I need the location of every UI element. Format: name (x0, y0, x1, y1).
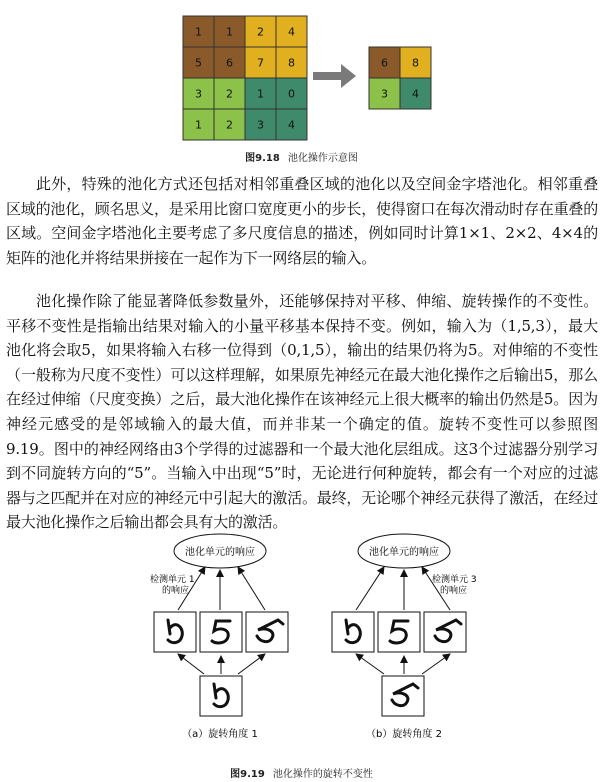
detector-box (378, 612, 420, 652)
svg-text:8: 8 (412, 56, 419, 70)
rotation-invariance-diagram (120, 524, 490, 760)
svg-text:6: 6 (226, 56, 233, 70)
grid-cell (245, 16, 276, 47)
pooling-unit-label: 池化单元的响应 (369, 547, 439, 558)
figure-9-18-caption: 图9.18 池化操作示意图 (245, 153, 358, 164)
svg-text:1: 1 (195, 118, 202, 132)
grid-cell (214, 78, 245, 109)
grid-cell (400, 47, 431, 78)
grid-cell (276, 109, 307, 140)
svg-text:1: 1 (195, 25, 202, 39)
detector-label: 检测单元 1 (150, 575, 195, 585)
svg-text:4: 4 (288, 118, 295, 132)
input-image-box (200, 676, 242, 716)
grid-cell (245, 47, 276, 78)
grid-cell (369, 47, 400, 78)
svg-text:4: 4 (412, 87, 419, 101)
paragraph-pooling-types: 此外，特殊的池化方式还包括对相邻重叠区域的池化以及空间金字塔池化。相邻重叠区域的池化，顾名思义，是采用比窗口宽度更小的步长，使得窗口在每次滑动时存在重叠的区域。空间金字塔池化主要考虑了多尺度信息的描述，例如同时计算1×1、2×2、4×4的矩阵的池化并将结果拼接在一起作为下一网络层的输入。 (6, 175, 599, 267)
detector-box (332, 612, 374, 652)
subcaption-b: （b）旋转角度 2 (366, 729, 442, 740)
figure-9-19-caption: 图9.19 池化操作的旋转不变性 (230, 769, 373, 780)
detector-label: 的响应 (440, 586, 468, 596)
detector-label: 检测单元 3 (432, 575, 477, 585)
grid-cell (183, 109, 214, 140)
grid-cell (369, 78, 400, 109)
svg-text:8: 8 (288, 56, 295, 70)
pooling-unit-label: 池化单元的响应 (185, 547, 255, 558)
svg-text:2: 2 (226, 87, 233, 101)
panel-a (150, 534, 288, 740)
grid-cell (245, 109, 276, 140)
paragraph-invariance: 池化操作除了能显著降低参数量外，还能够保持对平移、伸缩、旋转操作的不变性。平移不变性是指输出结果对输入的小量平移基本保持不变。例如，输入为（1,5,3），最大池化将会取5，如果将输入右移一位得到（0,1,5），输出的结果仍将为5。对伸缩的不变性（一般称为尺度不变性）可以这样理解，如果原先神经元在最大池化操作之后输出5，那么在经过伸缩（尺度变换）之后，最大池化操作在该神经元上很大概率的输出仍然是5。因为神经元感受的是邻域输入的最大值，而并非某一个确定的值。旋转不变性可以参照图9.19。图中的神经网络由3个学得的过滤器和一个最大池化层组成。这3个过滤器分别学习到不同旋转方向的“5”。当输入中出现“5”时，无论进行何种旋转，都会有一个对应的过滤器与之匹配并在对应的神经元中引起大的激活。最终，无论哪个神经元获得了激活，在经过最大池化操作之后输出都会具有大的激活。 (6, 292, 599, 532)
detector-box (246, 612, 288, 652)
detector-label: 的响应 (162, 586, 190, 596)
output-grid (369, 47, 431, 109)
svg-text:1: 1 (226, 25, 233, 39)
svg-text:2: 2 (257, 25, 264, 39)
svg-text:7: 7 (257, 56, 264, 70)
svg-text:3: 3 (257, 118, 264, 132)
svg-text:4: 4 (288, 25, 295, 39)
svg-text:5: 5 (195, 56, 202, 70)
grid-cell (245, 78, 276, 109)
detector-box (424, 612, 466, 652)
input-grid (183, 16, 307, 140)
grid-cell (214, 47, 245, 78)
grid-cell (276, 16, 307, 47)
detector-box (200, 612, 242, 652)
pooling-diagram (0, 0, 603, 165)
subcaption-a: （a）旋转角度 1 (182, 729, 258, 740)
grid-cell (276, 78, 307, 109)
grid-cell (214, 109, 245, 140)
svg-text:3: 3 (195, 87, 202, 101)
grid-cell (183, 16, 214, 47)
detector-box (154, 612, 196, 652)
svg-text:0: 0 (288, 87, 295, 101)
grid-cell (183, 78, 214, 109)
panel-b (332, 534, 477, 740)
grid-cell (183, 47, 214, 78)
arrow-right-icon (313, 64, 356, 88)
grid-cell (214, 16, 245, 47)
input-image-box (382, 676, 424, 716)
grid-cell (400, 78, 431, 109)
svg-text:1: 1 (257, 87, 264, 101)
svg-text:3: 3 (381, 87, 388, 101)
svg-text:6: 6 (381, 56, 388, 70)
grid-cell (276, 47, 307, 78)
svg-text:2: 2 (226, 118, 233, 132)
